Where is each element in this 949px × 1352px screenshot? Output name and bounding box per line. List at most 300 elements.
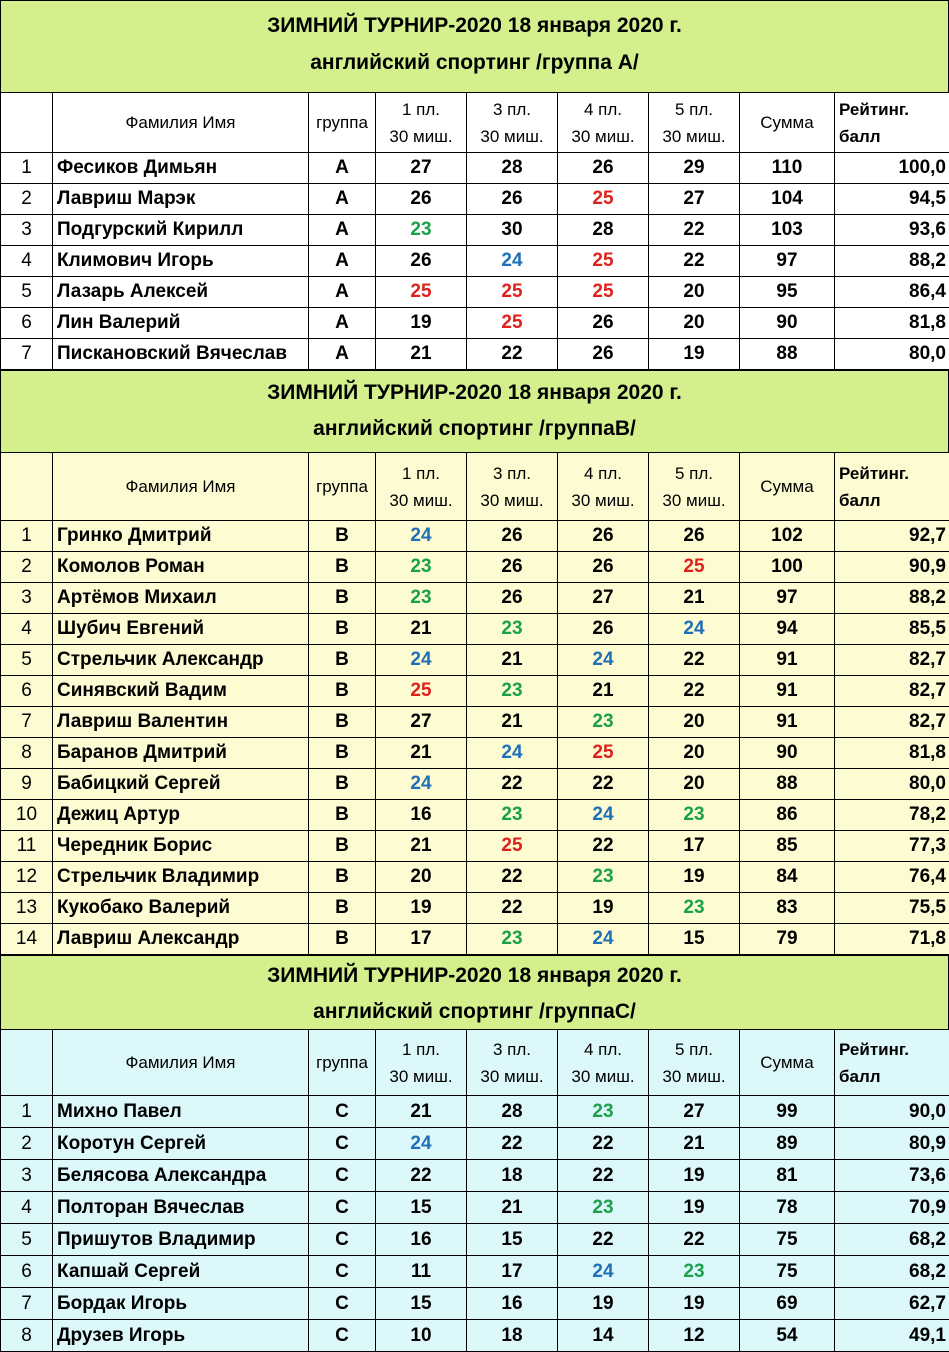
header-rating-text: балл	[839, 487, 946, 514]
participant-group: С	[309, 1224, 376, 1256]
table-row	[1, 893, 949, 924]
participant-group: В	[309, 924, 376, 955]
round-score: 19	[649, 1288, 740, 1320]
participant-name: Гринко Дмитрий	[53, 521, 309, 552]
total-sum: 103	[740, 215, 835, 246]
participant-name: Лавриш Валентин	[53, 707, 309, 738]
round-score: 22	[376, 1160, 467, 1192]
rating-score: 75,5	[835, 893, 949, 924]
header-round-3-text: 3 пл.	[470, 1036, 554, 1063]
place-number: 4	[1, 1192, 53, 1224]
total-sum: 91	[740, 707, 835, 738]
round-score: 20	[649, 277, 740, 308]
round-score: 25	[376, 277, 467, 308]
table-row	[1, 1224, 949, 1256]
round-score: 22	[649, 215, 740, 246]
rating-score: 88,2	[835, 246, 949, 277]
round-score: 26	[558, 308, 649, 339]
round-score: 21	[467, 1192, 558, 1224]
total-sum: 97	[740, 583, 835, 614]
total-sum: 94	[740, 614, 835, 645]
participant-name: Лавриш Марэк	[53, 184, 309, 215]
participant-name: Капшай Сергей	[53, 1256, 309, 1288]
participant-name: Комолов Роман	[53, 552, 309, 583]
total-sum: 90	[740, 308, 835, 339]
participant-group: А	[309, 277, 376, 308]
header-rating	[835, 93, 949, 153]
round-score: 25	[649, 552, 740, 583]
participant-name: Друзев Игорь	[53, 1320, 309, 1352]
round-score: 25	[467, 831, 558, 862]
table-row	[1, 707, 949, 738]
round-score: 23	[649, 1256, 740, 1288]
table-row	[1, 583, 949, 614]
round-score: 17	[467, 1256, 558, 1288]
rating-score: 82,7	[835, 707, 949, 738]
header-rating	[835, 453, 949, 521]
participant-group: В	[309, 831, 376, 862]
round-score: 26	[467, 521, 558, 552]
place-number: 13	[1, 893, 53, 924]
header-round-4-text: 30 миш.	[561, 487, 645, 514]
header-group	[309, 453, 376, 521]
round-score: 24	[558, 924, 649, 955]
rating-score: 90,9	[835, 552, 949, 583]
round-score: 24	[558, 800, 649, 831]
round-score: 29	[649, 153, 740, 184]
participant-group: С	[309, 1320, 376, 1352]
total-sum: 91	[740, 676, 835, 707]
round-score: 25	[558, 738, 649, 769]
header-round-4-text: 4 пл.	[561, 96, 645, 123]
round-score: 28	[558, 215, 649, 246]
round-score: 22	[649, 246, 740, 277]
participant-group: С	[309, 1192, 376, 1224]
header-rating-text: Рейтинг.	[839, 1036, 946, 1063]
header-group-text: группа	[312, 109, 372, 136]
round-score: 27	[376, 153, 467, 184]
header-round-5-text: 30 миш.	[652, 1063, 736, 1090]
round-score: 15	[376, 1288, 467, 1320]
round-score: 23	[376, 215, 467, 246]
round-score: 20	[649, 769, 740, 800]
round-score: 24	[376, 645, 467, 676]
participant-name: Стрельчик Александр	[53, 645, 309, 676]
participant-name: Баранов Дмитрий	[53, 738, 309, 769]
participant-name: Фесиков Димьян	[53, 153, 309, 184]
round-score: 23	[376, 552, 467, 583]
table-row	[1, 246, 949, 277]
participant-name: Кукобако Валерий	[53, 893, 309, 924]
round-score: 22	[558, 1224, 649, 1256]
table-row	[1, 1320, 949, 1352]
round-score: 26	[376, 246, 467, 277]
total-sum: 75	[740, 1256, 835, 1288]
table-row	[1, 1096, 949, 1128]
total-sum: 104	[740, 184, 835, 215]
participant-name: Лавриш Александр	[53, 924, 309, 955]
table-row	[1, 924, 949, 955]
table-row	[1, 1128, 949, 1160]
table-row	[1, 1192, 949, 1224]
table-row	[1, 831, 949, 862]
round-score: 19	[649, 862, 740, 893]
participant-name: Коротун Сергей	[53, 1128, 309, 1160]
header-round-1-text: 30 миш.	[379, 487, 463, 514]
table-row	[1, 800, 949, 831]
results-table	[0, 452, 949, 955]
place-number: 7	[1, 339, 53, 370]
participant-group: А	[309, 246, 376, 277]
table-row	[1, 676, 949, 707]
round-score: 23	[376, 583, 467, 614]
header-round-1-text: 1 пл.	[379, 460, 463, 487]
round-score: 24	[376, 521, 467, 552]
place-number: 6	[1, 676, 53, 707]
round-score: 27	[649, 184, 740, 215]
round-score: 21	[376, 339, 467, 370]
rating-score: 68,2	[835, 1256, 949, 1288]
header-round-5-text: 5 пл.	[652, 96, 736, 123]
rating-score: 73,6	[835, 1160, 949, 1192]
header-group	[309, 1030, 376, 1096]
header-round-1-text: 1 пл.	[379, 96, 463, 123]
participant-name: Полторан Вячеслав	[53, 1192, 309, 1224]
round-score: 23	[649, 893, 740, 924]
place-number: 1	[1, 521, 53, 552]
participant-group: В	[309, 707, 376, 738]
rating-score: 62,7	[835, 1288, 949, 1320]
round-score: 28	[467, 153, 558, 184]
total-sum: 81	[740, 1160, 835, 1192]
round-score: 10	[376, 1320, 467, 1352]
table-row	[1, 521, 949, 552]
round-score: 15	[376, 1192, 467, 1224]
header-round-4	[558, 1030, 649, 1096]
total-sum: 97	[740, 246, 835, 277]
header-group-text: группа	[312, 473, 372, 500]
round-score: 21	[649, 1128, 740, 1160]
header-round-3-text: 3 пл.	[470, 460, 554, 487]
place-number: 4	[1, 246, 53, 277]
round-score: 22	[558, 769, 649, 800]
round-score: 17	[649, 831, 740, 862]
round-score: 18	[467, 1320, 558, 1352]
place-number: 9	[1, 769, 53, 800]
rating-score: 80,9	[835, 1128, 949, 1160]
header-round-1	[376, 93, 467, 153]
round-score: 15	[649, 924, 740, 955]
round-score: 24	[558, 1256, 649, 1288]
participant-group: В	[309, 862, 376, 893]
round-score: 23	[467, 924, 558, 955]
header-name	[53, 1030, 309, 1096]
round-score: 21	[467, 645, 558, 676]
round-score: 16	[467, 1288, 558, 1320]
round-score: 14	[558, 1320, 649, 1352]
header-rating-text: Рейтинг.	[839, 460, 946, 487]
participant-group: С	[309, 1096, 376, 1128]
header-round-1	[376, 1030, 467, 1096]
place-number: 5	[1, 1224, 53, 1256]
header-round-3-text: 30 миш.	[470, 1063, 554, 1090]
header-round-1-text: 1 пл.	[379, 1036, 463, 1063]
participant-group: А	[309, 215, 376, 246]
header-round-3	[467, 93, 558, 153]
header-sum-text: Сумма	[743, 1049, 831, 1076]
participant-name: Лазарь Алексей	[53, 277, 309, 308]
place-number: 6	[1, 308, 53, 339]
round-score: 25	[467, 277, 558, 308]
participant-name: Михно Павел	[53, 1096, 309, 1128]
round-score: 22	[558, 1128, 649, 1160]
round-score: 26	[558, 153, 649, 184]
round-score: 21	[649, 583, 740, 614]
round-score: 20	[649, 707, 740, 738]
header-round-4-text: 4 пл.	[561, 1036, 645, 1063]
round-score: 23	[649, 800, 740, 831]
round-score: 23	[558, 1096, 649, 1128]
round-score: 25	[558, 184, 649, 215]
round-score: 26	[558, 339, 649, 370]
rating-score: 80,0	[835, 769, 949, 800]
header-round-5-text: 30 миш.	[652, 487, 736, 514]
section-title-band	[0, 0, 949, 92]
header-round-3-text: 3 пл.	[470, 96, 554, 123]
place-number: 7	[1, 707, 53, 738]
rating-score: 49,1	[835, 1320, 949, 1352]
participant-name: Артёмов Михаил	[53, 583, 309, 614]
results-table	[0, 1029, 949, 1352]
round-score: 17	[376, 924, 467, 955]
participant-name: Шубич Евгений	[53, 614, 309, 645]
total-sum: 79	[740, 924, 835, 955]
total-sum: 99	[740, 1096, 835, 1128]
rating-score: 81,8	[835, 738, 949, 769]
total-sum: 88	[740, 769, 835, 800]
round-score: 26	[376, 184, 467, 215]
header-group-text: группа	[312, 1049, 372, 1076]
table-row	[1, 339, 949, 370]
round-score: 24	[558, 645, 649, 676]
round-score: 20	[376, 862, 467, 893]
table-row	[1, 308, 949, 339]
rating-score: 71,8	[835, 924, 949, 955]
place-number: 5	[1, 277, 53, 308]
participant-group: В	[309, 614, 376, 645]
round-score: 19	[649, 1192, 740, 1224]
place-number: 4	[1, 614, 53, 645]
total-sum: 91	[740, 645, 835, 676]
place-number: 8	[1, 738, 53, 769]
participant-name: Синявский Вадим	[53, 676, 309, 707]
header-round-5	[649, 453, 740, 521]
round-score: 23	[558, 862, 649, 893]
participant-group: С	[309, 1160, 376, 1192]
header-sum	[740, 1030, 835, 1096]
round-score: 21	[558, 676, 649, 707]
participant-group: А	[309, 153, 376, 184]
header-number	[1, 93, 53, 153]
round-score: 24	[467, 738, 558, 769]
header-round-1	[376, 453, 467, 521]
round-score: 22	[649, 645, 740, 676]
group-subtitle: английский спортинг /группаВ/	[1, 411, 948, 447]
place-number: 1	[1, 153, 53, 184]
header-sum-text: Сумма	[743, 109, 831, 136]
participant-name: Лин Валерий	[53, 308, 309, 339]
round-score: 22	[649, 1224, 740, 1256]
participant-group: В	[309, 769, 376, 800]
round-score: 21	[376, 831, 467, 862]
round-score: 11	[376, 1256, 467, 1288]
round-score: 16	[376, 1224, 467, 1256]
header-name-text: Фамилия Имя	[56, 473, 305, 500]
rating-score: 76,4	[835, 862, 949, 893]
place-number: 11	[1, 831, 53, 862]
place-number: 6	[1, 1256, 53, 1288]
table-row	[1, 153, 949, 184]
header-name-text: Фамилия Имя	[56, 109, 305, 136]
rating-score: 90,0	[835, 1096, 949, 1128]
total-sum: 88	[740, 339, 835, 370]
group-subtitle: английский спортинг /группаС/	[1, 994, 948, 1030]
round-score: 20	[649, 738, 740, 769]
participant-name: Подгурский Кирилл	[53, 215, 309, 246]
participant-group: А	[309, 184, 376, 215]
place-number: 5	[1, 645, 53, 676]
participant-name: Дежиц Артур	[53, 800, 309, 831]
round-score: 19	[376, 308, 467, 339]
participant-group: В	[309, 893, 376, 924]
place-number: 3	[1, 215, 53, 246]
tournament-title: ЗИМНИЙ ТУРНИР-2020 18 января 2020 г.	[1, 958, 948, 994]
total-sum: 89	[740, 1128, 835, 1160]
round-score: 19	[558, 893, 649, 924]
header-name-text: Фамилия Имя	[56, 1049, 305, 1076]
header-round-4	[558, 453, 649, 521]
table-row	[1, 614, 949, 645]
round-score: 22	[649, 676, 740, 707]
round-score: 26	[649, 521, 740, 552]
total-sum: 83	[740, 893, 835, 924]
rating-score: 68,2	[835, 1224, 949, 1256]
round-score: 22	[467, 339, 558, 370]
header-round-5	[649, 1030, 740, 1096]
participant-name: Бабицкий Сергей	[53, 769, 309, 800]
round-score: 23	[558, 1192, 649, 1224]
participant-name: Пискановский Вячеслав	[53, 339, 309, 370]
round-score: 19	[558, 1288, 649, 1320]
header-round-3-text: 30 миш.	[470, 123, 554, 150]
participant-name: Бордак Игорь	[53, 1288, 309, 1320]
header-round-5-text: 5 пл.	[652, 1036, 736, 1063]
participant-group: В	[309, 738, 376, 769]
round-score: 28	[467, 1096, 558, 1128]
place-number: 8	[1, 1320, 53, 1352]
table-row	[1, 1288, 949, 1320]
total-sum: 86	[740, 800, 835, 831]
round-score: 27	[649, 1096, 740, 1128]
participant-group: С	[309, 1128, 376, 1160]
table-row	[1, 184, 949, 215]
round-score: 19	[649, 1160, 740, 1192]
header-number	[1, 453, 53, 521]
rating-score: 82,7	[835, 676, 949, 707]
header-round-4	[558, 93, 649, 153]
place-number: 12	[1, 862, 53, 893]
total-sum: 75	[740, 1224, 835, 1256]
participant-group: В	[309, 645, 376, 676]
participant-name: Белясова Александра	[53, 1160, 309, 1192]
header-sum	[740, 93, 835, 153]
place-number: 1	[1, 1096, 53, 1128]
round-score: 18	[467, 1160, 558, 1192]
header-round-5-text: 5 пл.	[652, 460, 736, 487]
total-sum: 85	[740, 831, 835, 862]
group-subtitle: английский спортинг /группа А/	[1, 44, 948, 81]
participant-name: Климович Игорь	[53, 246, 309, 277]
round-score: 19	[649, 339, 740, 370]
round-score: 27	[376, 707, 467, 738]
participant-group: С	[309, 1288, 376, 1320]
round-score: 22	[467, 769, 558, 800]
round-score: 25	[558, 246, 649, 277]
participant-group: А	[309, 308, 376, 339]
place-number: 14	[1, 924, 53, 955]
participant-group: В	[309, 521, 376, 552]
rating-score: 78,2	[835, 800, 949, 831]
place-number: 3	[1, 583, 53, 614]
total-sum: 69	[740, 1288, 835, 1320]
rating-score: 82,7	[835, 645, 949, 676]
round-score: 22	[558, 831, 649, 862]
round-score: 22	[558, 1160, 649, 1192]
participant-group: В	[309, 800, 376, 831]
header-round-4-text: 4 пл.	[561, 460, 645, 487]
round-score: 25	[376, 676, 467, 707]
place-number: 3	[1, 1160, 53, 1192]
round-score: 19	[376, 893, 467, 924]
round-score: 15	[467, 1224, 558, 1256]
round-score: 24	[467, 246, 558, 277]
round-score: 24	[649, 614, 740, 645]
total-sum: 90	[740, 738, 835, 769]
table-row	[1, 215, 949, 246]
rating-score: 92,7	[835, 521, 949, 552]
round-score: 23	[467, 614, 558, 645]
table-header-row	[1, 1030, 949, 1096]
header-round-3	[467, 1030, 558, 1096]
rating-score: 80,0	[835, 339, 949, 370]
table-header-row	[1, 93, 949, 153]
table-row	[1, 552, 949, 583]
round-score: 25	[467, 308, 558, 339]
place-number: 2	[1, 1128, 53, 1160]
round-score: 16	[376, 800, 467, 831]
round-score: 26	[467, 583, 558, 614]
header-rating-text: Рейтинг.	[839, 96, 946, 123]
round-score: 26	[467, 552, 558, 583]
header-round-5	[649, 93, 740, 153]
participant-group: В	[309, 676, 376, 707]
round-score: 21	[467, 707, 558, 738]
round-score: 22	[467, 862, 558, 893]
total-sum: 102	[740, 521, 835, 552]
participant-group: С	[309, 1256, 376, 1288]
section-title-band	[0, 955, 949, 1029]
header-round-1-text: 30 миш.	[379, 123, 463, 150]
